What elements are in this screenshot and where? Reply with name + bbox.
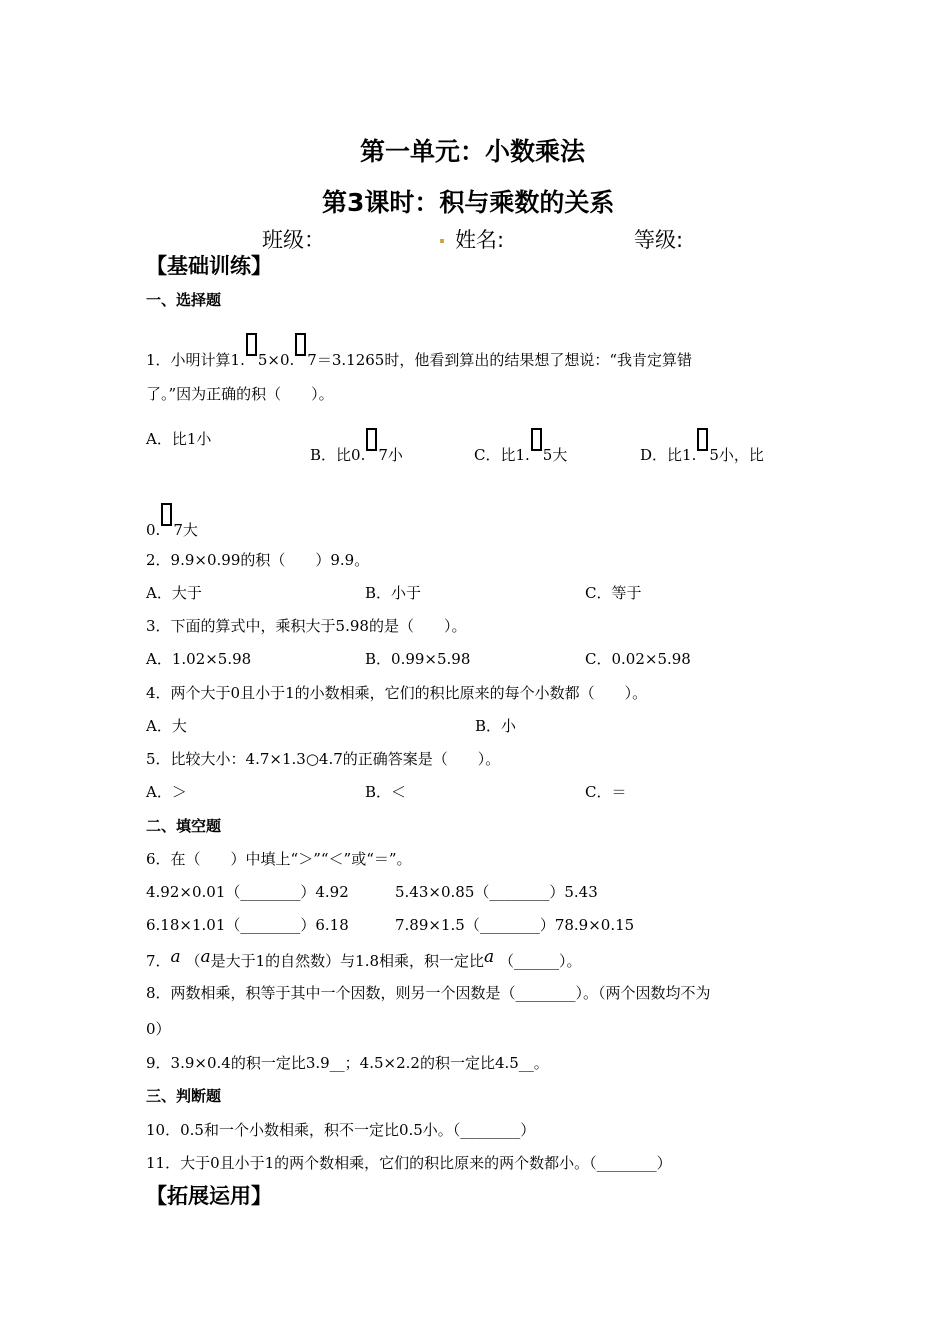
question-1-line2: 了。”因为正确的积（ ）。 — [146, 385, 334, 403]
variable-a: a — [484, 947, 495, 967]
grade-label: 等级: — [634, 228, 684, 252]
q6-row1-right: 5.43×0.85（________）5.43 — [395, 883, 598, 901]
q1-option-c: C．比1. 5大 — [474, 428, 567, 465]
name-label: 姓名: — [455, 228, 505, 252]
q5-option-b: B．＜ — [365, 783, 407, 801]
q5-option-a: A．＞ — [146, 783, 187, 801]
q4-option-a: A．大 — [146, 717, 187, 735]
section-choice: 一、选择题 — [146, 291, 222, 309]
blank-box — [366, 428, 377, 451]
section-basic-training: 【基础训练】 — [146, 254, 272, 278]
q1-option-d-line2: 0. 7大 — [146, 503, 198, 540]
q1-option-a: A．比1小 — [146, 430, 212, 448]
q6-row2-left: 6.18×1.01（________）6.18 — [146, 916, 349, 934]
blank-box — [295, 333, 306, 356]
blank-box — [161, 503, 172, 526]
blank-box — [246, 333, 257, 356]
q5-option-c: C．＝ — [585, 783, 627, 801]
q2-option-b: B．小于 — [365, 584, 422, 602]
question-7: 7．a （a是大于1的自然数）与1.8相乘，积一定比a （______）。 — [146, 947, 582, 970]
question-5: 5．比较大小：4.7×1.3○4.7的正确答案是（ ）。 — [146, 750, 501, 768]
blank-box — [531, 428, 542, 451]
question-4: 4．两个大于0且小于1的小数相乘，它们的积比原来的每个小数都（ ）。 — [146, 684, 648, 702]
section-extend: 【拓展运用】 — [146, 1184, 272, 1208]
q6-row2-right: 7.89×1.5（________）78.9×0.15 — [395, 916, 635, 934]
blank-box — [697, 428, 708, 451]
section-fill: 二、填空题 — [146, 817, 222, 835]
q3-option-a: A．1.02×5.98 — [146, 650, 252, 668]
variable-a: a — [200, 947, 211, 967]
decorative-dot: . — [438, 224, 446, 248]
question-8-line2: 0） — [146, 1020, 171, 1038]
question-2: 2．9.9×0.99的积（ ）9.9。 — [146, 551, 370, 569]
variable-a: a — [170, 947, 181, 967]
question-11: 11．大于0且小于1的两个数相乘，它们的积比原来的两个数都小。（________） — [146, 1154, 672, 1172]
q4-option-b: B．小 — [475, 717, 517, 735]
q6-row1-left: 4.92×0.01（________）4.92 — [146, 883, 349, 901]
unit-title: 第一单元：小数乘法 — [360, 137, 586, 166]
question-1: 1．小明计算1. 5×0. 7＝3.1265时，他看到算出的结果想了想说：“我肯定算错 — [146, 333, 692, 370]
question-6: 6．在（ ）中填上“＞”“＜”或“＝”。 — [146, 850, 412, 868]
q3-option-b: B．0.99×5.98 — [365, 650, 471, 668]
section-judge: 三、判断题 — [146, 1087, 222, 1105]
q2-option-c: C．等于 — [585, 584, 642, 602]
q1-option-d: D．比1. 5小，比 — [640, 428, 764, 465]
q2-option-a: A．大于 — [146, 584, 202, 602]
q3-option-c: C．0.02×5.98 — [585, 650, 691, 668]
lesson-title: 第3课时：积与乘数的关系 — [322, 188, 615, 217]
question-9: 9．3.9×0.4的积一定比3.9__；4.5×2.2的积一定比4.5__。 — [146, 1054, 549, 1072]
q1-option-b: B．比0. 7小 — [310, 428, 403, 465]
question-10: 10．0.5和一个小数相乘，积不一定比0.5小。（________） — [146, 1121, 536, 1139]
question-8: 8．两数相乘，积等于其中一个因数，则另一个因数是（________）。（两个因数均不为 — [146, 984, 711, 1002]
class-label: 班级： — [262, 228, 325, 252]
question-3: 3．下面的算式中，乘积大于5.98的是（ ）。 — [146, 617, 467, 635]
